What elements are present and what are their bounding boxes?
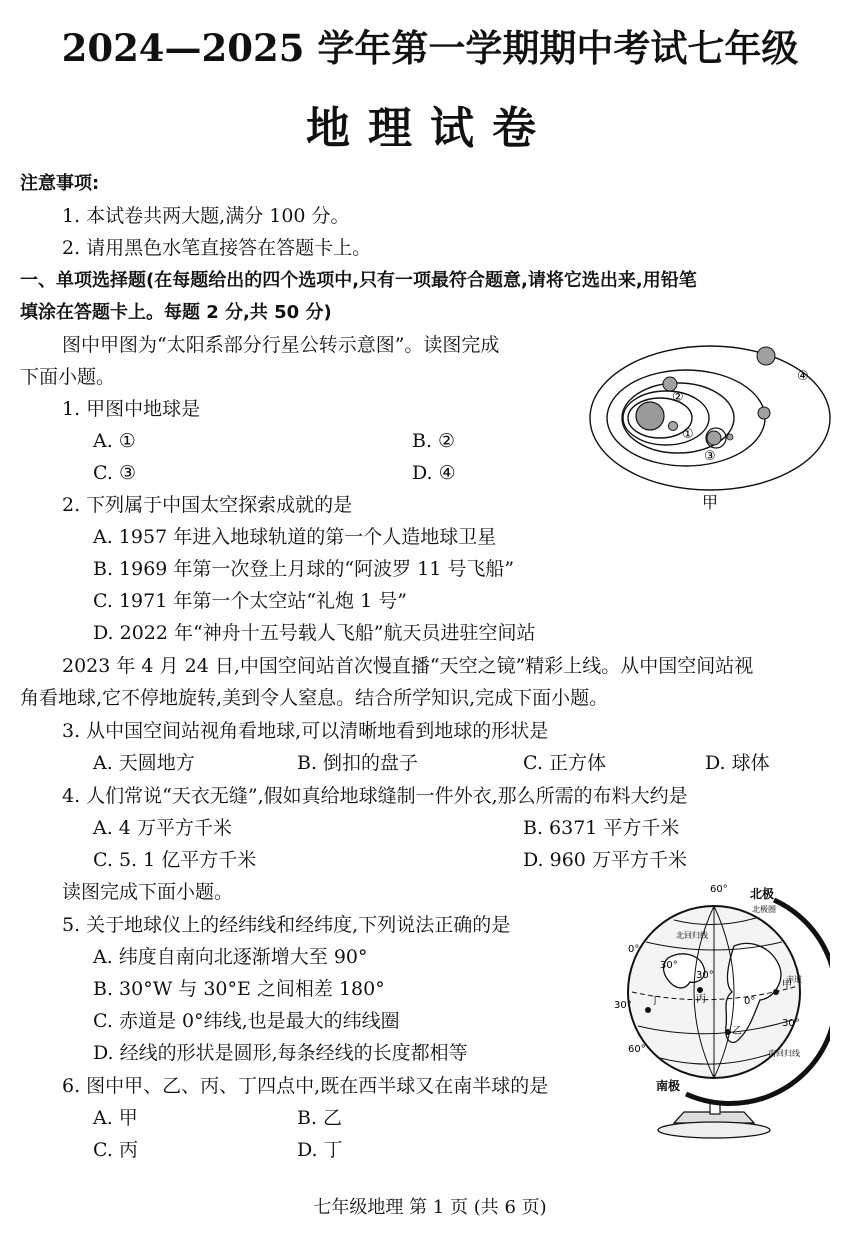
question-stem: 6. 图中甲、乙、丙、丁四点中,既在西半球又在南半球的是: [62, 1075, 549, 1097]
option-a: A. ①: [93, 430, 136, 452]
option-c: C. 1971 年第一个太空站“礼炮 1 号”: [93, 590, 407, 612]
question-stem: 3. 从中国空间站视角看地球,可以清晰地看到地球的形状是: [62, 720, 549, 742]
option-d: D. 丁: [297, 1139, 343, 1161]
option-a: A. 甲: [93, 1107, 138, 1129]
intro-text: 角看地球,它不停地旋转,美到令人窒息。结合所学知识,完成下面小题。: [20, 687, 609, 709]
option-c: C. 正方体: [523, 752, 606, 774]
planet-icon: [757, 347, 775, 365]
option-d: D. ④: [412, 462, 456, 484]
notes-item: 2. 请用黑色水笔直接答在答题卡上。: [62, 237, 372, 259]
intro-text: 图中甲图为“太阳系部分行星公转示意图”。读图完成: [62, 334, 500, 356]
orbit-label-1: ①: [682, 427, 694, 442]
lon-label: 0°: [744, 996, 756, 1007]
point-label-bing: 丙: [696, 994, 706, 1005]
lat-label: 0°: [628, 944, 640, 955]
option-b: B. 乙: [297, 1107, 343, 1129]
option-c: C. 丙: [93, 1139, 138, 1161]
planet-icon: [758, 407, 770, 419]
section-heading-line1: 一、单项选择题(在每题给出的四个选项中,只有一项最符合题意,请将它选出来,用铅笔: [20, 270, 697, 291]
point-ding-icon: [645, 1007, 651, 1013]
solar-system-orbit-diagram: [586, 338, 836, 520]
circle-label: 北极圈: [752, 905, 776, 914]
option-c: C. ③: [93, 462, 136, 484]
option-d: D. 2022 年“神舟十五号载人飞船”航天员进驻空间站: [93, 622, 536, 644]
option-b: B. 1969 年第一次登上月球的“阿波罗 11 号飞船”: [93, 558, 515, 580]
question-stem: 4. 人们常说“天衣无缝”,假如真给地球缝制一件外衣,那么所需的布料大约是: [62, 785, 688, 807]
globe-diagram: [604, 880, 830, 1145]
notes-heading: 注意事项:: [20, 173, 100, 194]
lat-label: 60°: [628, 1044, 646, 1055]
lon-label: 30°: [696, 970, 714, 981]
south-pole-label: 南极: [656, 1079, 681, 1093]
option-a: A. 1957 年进入地球轨道的第一个人造地球卫星: [93, 526, 497, 548]
intro-text: 下面小题。: [20, 366, 116, 388]
section-heading-line2: 填涂在答题卡上。每题 2 分,共 50 分): [20, 302, 332, 323]
point-label-ding: 丁: [650, 996, 660, 1007]
sun-icon: [636, 402, 664, 430]
point-label-yi: 乙: [732, 1026, 742, 1037]
intro-text: 2023 年 4 月 24 日,中国空间站首次慢直播“天空之镜”精彩上线。从中国空间站视: [62, 655, 754, 677]
option-c: C. 赤道是 0°纬线,也是最大的纬线圈: [93, 1010, 400, 1032]
option-c: C. 5. 1 亿平方千米: [93, 849, 257, 871]
option-b: B. ②: [412, 430, 456, 452]
lat-label: 60°: [710, 884, 728, 895]
north-pole-label: 北极: [750, 887, 775, 901]
lon-label: 30°: [782, 1018, 800, 1029]
orbit-label-4: ④: [797, 369, 809, 384]
option-a: A. 天圆地方: [93, 752, 195, 774]
planet-icon: [663, 377, 677, 391]
question-stem: 1. 甲图中地球是: [62, 398, 201, 420]
point-label-jia: 甲: [782, 980, 792, 991]
option-a: A. 4 万平方千米: [93, 817, 232, 839]
orbit-label-2: ②: [672, 390, 684, 405]
orbit-label-3: ③: [704, 449, 716, 464]
notes-item: 1. 本试卷共两大题,满分 100 分。: [62, 205, 350, 227]
point-jia-icon: [773, 989, 779, 995]
option-a: A. 纬度自南向北逐渐增大至 90°: [93, 946, 368, 968]
subject-title: 地理试卷: [306, 103, 554, 154]
option-b: B. 倒扣的盘子: [297, 752, 419, 774]
intro-text: 读图完成下面小题。: [62, 881, 234, 903]
lat-label: 30°: [614, 1000, 632, 1011]
option-d: D. 960 万平方千米: [523, 849, 687, 871]
circle-label: 赤道: [786, 975, 802, 984]
option-d: D. 球体: [705, 752, 770, 774]
option-b: B. 30°W 与 30°E 之间相差 180°: [93, 978, 385, 1000]
circle-label: 北回归线: [676, 931, 708, 940]
exam-title: 2024—2025 学年第一学期期中考试七年级: [61, 26, 799, 70]
option-d: D. 经线的形状是圆形,每条经线的长度都相等: [93, 1042, 468, 1064]
point-yi-icon: [725, 1029, 731, 1035]
lat-label: 30°: [660, 960, 678, 971]
figure-caption: 甲: [702, 493, 719, 512]
circle-label: 南回归线: [768, 1049, 800, 1058]
question-stem: 2. 下列属于中国太空探索成就的是: [62, 494, 353, 516]
option-b: B. 6371 平方千米: [523, 817, 680, 839]
question-stem: 5. 关于地球仪上的经纬线和经纬度,下列说法正确的是: [62, 914, 511, 936]
planet-icon: [707, 431, 721, 445]
point-bing-icon: [697, 987, 703, 993]
planet-icon: [669, 422, 678, 431]
page-footer: 七年级地理 第 1 页 (共 6 页): [313, 1197, 547, 1218]
